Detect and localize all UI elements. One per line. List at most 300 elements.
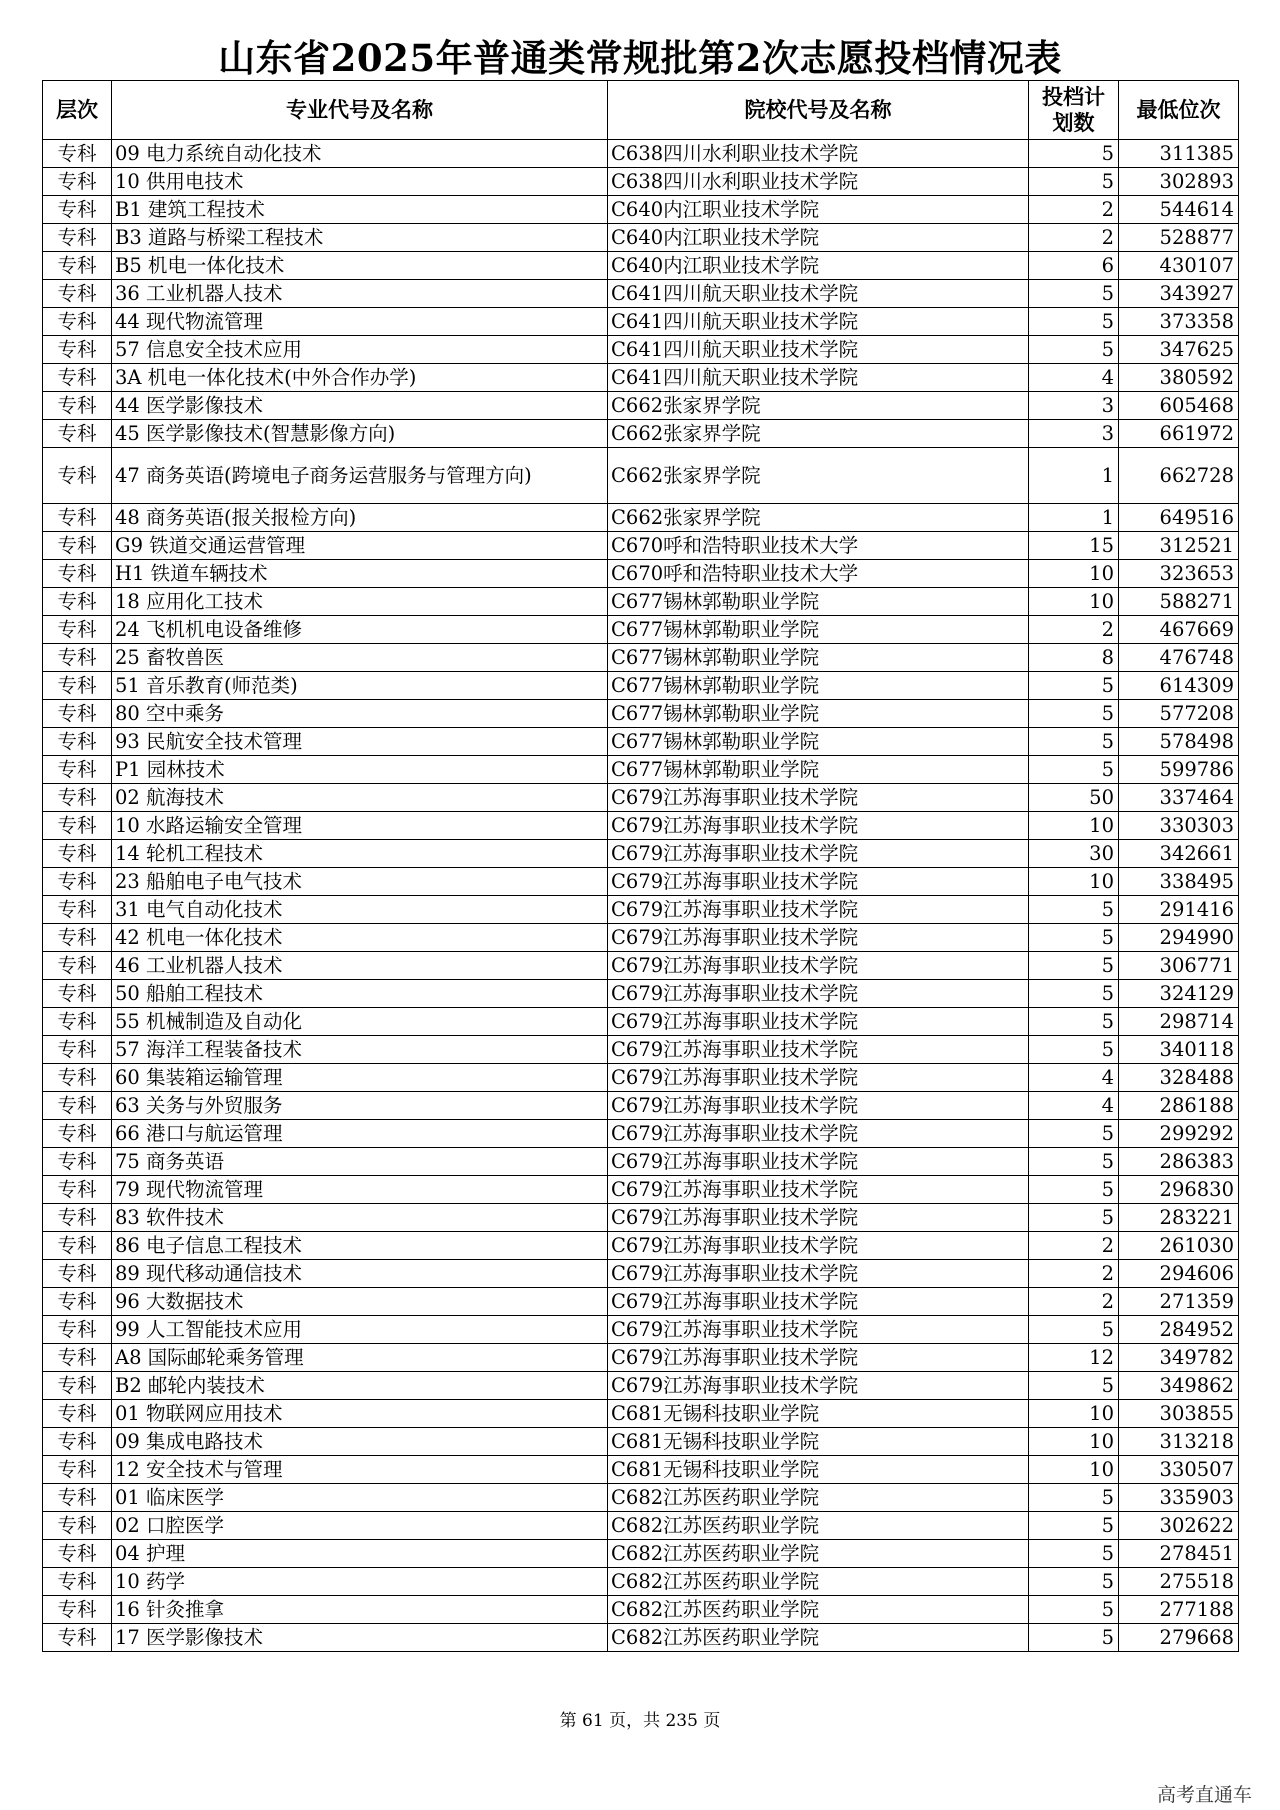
cell-level: 专科	[43, 252, 112, 280]
table-row	[43, 364, 1239, 392]
cell-school: C679江苏海事职业技术学院	[608, 1176, 1029, 1204]
cell-school: C662张家界学院	[608, 448, 1029, 504]
cell-major: 57 信息安全技术应用	[112, 336, 608, 364]
cell-plan: 5	[1029, 700, 1119, 728]
cell-plan: 5	[1029, 1596, 1119, 1624]
table-row	[43, 224, 1239, 252]
page-title: 山东省2025年普通类常规批第2次志愿投档情况表	[218, 36, 1062, 80]
table-row	[43, 1204, 1239, 1232]
cell-level: 专科	[43, 168, 112, 196]
cell-school: C682江苏医药职业学院	[608, 1596, 1029, 1624]
cell-min-rank: 311385	[1119, 140, 1239, 168]
cell-level: 专科	[43, 1260, 112, 1288]
cell-major: 89 现代移动通信技术	[112, 1260, 608, 1288]
table-row	[43, 840, 1239, 868]
cell-plan: 5	[1029, 1568, 1119, 1596]
cell-plan: 5	[1029, 1120, 1119, 1148]
table-row	[43, 1120, 1239, 1148]
cell-min-rank: 303855	[1119, 1400, 1239, 1428]
cell-min-rank: 661972	[1119, 420, 1239, 448]
cell-major: 44 医学影像技术	[112, 392, 608, 420]
cell-level: 专科	[43, 728, 112, 756]
table-row	[43, 924, 1239, 952]
cell-major: 50 船舶工程技术	[112, 980, 608, 1008]
table-row	[43, 896, 1239, 924]
table-row	[43, 1036, 1239, 1064]
cell-school: C682江苏医药职业学院	[608, 1540, 1029, 1568]
cell-level: 专科	[43, 420, 112, 448]
cell-school: C640内江职业技术学院	[608, 224, 1029, 252]
header-major: 专业代号及名称	[112, 81, 608, 140]
cell-plan: 5	[1029, 1148, 1119, 1176]
cell-plan: 2	[1029, 1232, 1119, 1260]
cell-level: 专科	[43, 364, 112, 392]
cell-min-rank: 373358	[1119, 308, 1239, 336]
cell-min-rank: 544614	[1119, 196, 1239, 224]
cell-major: P1 园林技术	[112, 756, 608, 784]
cell-school: C682江苏医药职业学院	[608, 1568, 1029, 1596]
table-row	[43, 1596, 1239, 1624]
cell-plan: 5	[1029, 280, 1119, 308]
table-row	[43, 672, 1239, 700]
cell-school: C638四川水利职业技术学院	[608, 140, 1029, 168]
cell-min-rank: 337464	[1119, 784, 1239, 812]
cell-level: 专科	[43, 952, 112, 980]
cell-major: 09 电力系统自动化技术	[112, 140, 608, 168]
cell-level: 专科	[43, 700, 112, 728]
table-row	[43, 728, 1239, 756]
cell-school: C679江苏海事职业技术学院	[608, 1064, 1029, 1092]
cell-plan: 10	[1029, 560, 1119, 588]
cell-major: 31 电气自动化技术	[112, 896, 608, 924]
cell-min-rank: 323653	[1119, 560, 1239, 588]
cell-level: 专科	[43, 1120, 112, 1148]
header-plan: 投档计划数	[1029, 81, 1119, 140]
cell-school: C679江苏海事职业技术学院	[608, 980, 1029, 1008]
cell-major: B3 道路与桥梁工程技术	[112, 224, 608, 252]
cell-school: C677锡林郭勒职业学院	[608, 700, 1029, 728]
table-row	[43, 252, 1239, 280]
cell-school: C679江苏海事职业技术学院	[608, 868, 1029, 896]
cell-major: 10 水路运输安全管理	[112, 812, 608, 840]
table-row	[43, 1484, 1239, 1512]
cell-min-rank: 279668	[1119, 1624, 1239, 1652]
cell-major: B1 建筑工程技术	[112, 196, 608, 224]
cell-min-rank: 283221	[1119, 1204, 1239, 1232]
cell-school: C679江苏海事职业技术学院	[608, 1120, 1029, 1148]
cell-min-rank: 291416	[1119, 896, 1239, 924]
cell-plan: 12	[1029, 1344, 1119, 1372]
cell-plan: 10	[1029, 1456, 1119, 1484]
cell-min-rank: 330303	[1119, 812, 1239, 840]
cell-plan: 5	[1029, 924, 1119, 952]
cell-plan: 5	[1029, 1484, 1119, 1512]
cell-major: 18 应用化工技术	[112, 588, 608, 616]
cell-level: 专科	[43, 1568, 112, 1596]
table-row	[43, 168, 1239, 196]
cell-min-rank: 380592	[1119, 364, 1239, 392]
cell-school: C679江苏海事职业技术学院	[608, 952, 1029, 980]
cell-major: 42 机电一体化技术	[112, 924, 608, 952]
cell-plan: 2	[1029, 224, 1119, 252]
cell-major: 02 口腔医学	[112, 1512, 608, 1540]
cell-plan: 30	[1029, 840, 1119, 868]
cell-plan: 2	[1029, 1288, 1119, 1316]
cell-major: A8 国际邮轮乘务管理	[112, 1344, 608, 1372]
cell-min-rank: 335903	[1119, 1484, 1239, 1512]
cell-min-rank: 338495	[1119, 868, 1239, 896]
cell-major: 01 临床医学	[112, 1484, 608, 1512]
cell-min-rank: 324129	[1119, 980, 1239, 1008]
cell-level: 专科	[43, 1596, 112, 1624]
cell-school: C679江苏海事职业技术学院	[608, 784, 1029, 812]
cell-min-rank: 343927	[1119, 280, 1239, 308]
table-body	[43, 140, 1239, 1652]
cell-min-rank: 275518	[1119, 1568, 1239, 1596]
cell-major: 10 药学	[112, 1568, 608, 1596]
cell-plan: 2	[1029, 196, 1119, 224]
cell-min-rank: 467669	[1119, 616, 1239, 644]
page-footer: 第 61 页，共 235 页	[559, 1711, 721, 1731]
cell-level: 专科	[43, 1204, 112, 1232]
cell-plan: 5	[1029, 1540, 1119, 1568]
cell-level: 专科	[43, 784, 112, 812]
cell-major: 57 海洋工程装备技术	[112, 1036, 608, 1064]
cell-level: 专科	[43, 616, 112, 644]
cell-min-rank: 328488	[1119, 1064, 1239, 1092]
cell-plan: 10	[1029, 812, 1119, 840]
cell-major: 93 民航安全技术管理	[112, 728, 608, 756]
cell-major: 01 物联网应用技术	[112, 1400, 608, 1428]
cell-min-rank: 302622	[1119, 1512, 1239, 1540]
cell-min-rank: 261030	[1119, 1232, 1239, 1260]
cell-plan: 5	[1029, 1512, 1119, 1540]
cell-level: 专科	[43, 1036, 112, 1064]
cell-major: B2 邮轮内装技术	[112, 1372, 608, 1400]
cell-min-rank: 271359	[1119, 1288, 1239, 1316]
cell-min-rank: 528877	[1119, 224, 1239, 252]
cell-level: 专科	[43, 588, 112, 616]
cell-level: 专科	[43, 1372, 112, 1400]
cell-school: C670呼和浩特职业技术大学	[608, 532, 1029, 560]
table-row	[43, 1232, 1239, 1260]
cell-min-rank: 349782	[1119, 1344, 1239, 1372]
cell-school: C679江苏海事职业技术学院	[608, 1344, 1029, 1372]
cell-plan: 10	[1029, 1400, 1119, 1428]
cell-min-rank: 298714	[1119, 1008, 1239, 1036]
cell-level: 专科	[43, 896, 112, 924]
cell-school: C677锡林郭勒职业学院	[608, 588, 1029, 616]
cell-school: C679江苏海事职业技术学院	[608, 1148, 1029, 1176]
watermark: 高考直通车	[1156, 1784, 1252, 1806]
cell-plan: 1	[1029, 448, 1119, 504]
cell-major: 79 现代物流管理	[112, 1176, 608, 1204]
cell-min-rank: 330507	[1119, 1456, 1239, 1484]
cell-level: 专科	[43, 1344, 112, 1372]
cell-major: 16 针灸推拿	[112, 1596, 608, 1624]
cell-level: 专科	[43, 1148, 112, 1176]
cell-level: 专科	[43, 1456, 112, 1484]
cell-level: 专科	[43, 1624, 112, 1652]
table-row	[43, 280, 1239, 308]
cell-level: 专科	[43, 336, 112, 364]
cell-school: C640内江职业技术学院	[608, 252, 1029, 280]
cell-plan: 10	[1029, 868, 1119, 896]
cell-level: 专科	[43, 1512, 112, 1540]
cell-plan: 5	[1029, 1036, 1119, 1064]
table-row	[43, 504, 1239, 532]
cell-school: C679江苏海事职业技术学院	[608, 896, 1029, 924]
table-row	[43, 1316, 1239, 1344]
cell-major: 45 医学影像技术(智慧影像方向)	[112, 420, 608, 448]
table-row	[43, 1008, 1239, 1036]
cell-min-rank: 347625	[1119, 336, 1239, 364]
cell-school: C641四川航天职业技术学院	[608, 336, 1029, 364]
cell-major: 75 商务英语	[112, 1148, 608, 1176]
cell-level: 专科	[43, 1428, 112, 1456]
cell-school: C640内江职业技术学院	[608, 196, 1029, 224]
cell-min-rank: 277188	[1119, 1596, 1239, 1624]
cell-school: C677锡林郭勒职业学院	[608, 672, 1029, 700]
cell-major: G9 铁道交通运营管理	[112, 532, 608, 560]
table-row	[43, 308, 1239, 336]
table-row	[43, 1092, 1239, 1120]
cell-major: 99 人工智能技术应用	[112, 1316, 608, 1344]
cell-school: C679江苏海事职业技术学院	[608, 1316, 1029, 1344]
cell-level: 专科	[43, 1288, 112, 1316]
cell-level: 专科	[43, 1400, 112, 1428]
cell-plan: 15	[1029, 532, 1119, 560]
cell-min-rank: 430107	[1119, 252, 1239, 280]
cell-school: C677锡林郭勒职业学院	[608, 756, 1029, 784]
cell-level: 专科	[43, 196, 112, 224]
cell-major: 14 轮机工程技术	[112, 840, 608, 868]
cell-major: 25 畜牧兽医	[112, 644, 608, 672]
cell-school: C677锡林郭勒职业学院	[608, 728, 1029, 756]
cell-major: 36 工业机器人技术	[112, 280, 608, 308]
cell-min-rank: 605468	[1119, 392, 1239, 420]
cell-plan: 10	[1029, 1428, 1119, 1456]
cell-major: 66 港口与航运管理	[112, 1120, 608, 1148]
cell-school: C681无锡科技职业学院	[608, 1428, 1029, 1456]
table-row	[43, 420, 1239, 448]
cell-plan: 3	[1029, 420, 1119, 448]
cell-plan: 5	[1029, 1372, 1119, 1400]
cell-major: 12 安全技术与管理	[112, 1456, 608, 1484]
cell-min-rank: 342661	[1119, 840, 1239, 868]
cell-school: C641四川航天职业技术学院	[608, 280, 1029, 308]
table-row	[43, 1288, 1239, 1316]
cell-min-rank: 313218	[1119, 1428, 1239, 1456]
cell-level: 专科	[43, 1008, 112, 1036]
table-row	[43, 532, 1239, 560]
cell-major: 44 现代物流管理	[112, 308, 608, 336]
cell-level: 专科	[43, 980, 112, 1008]
cell-major: 51 音乐教育(师范类)	[112, 672, 608, 700]
cell-min-rank: 294990	[1119, 924, 1239, 952]
cell-min-rank: 294606	[1119, 1260, 1239, 1288]
cell-school: C679江苏海事职业技术学院	[608, 1288, 1029, 1316]
table-row	[43, 560, 1239, 588]
cell-min-rank: 578498	[1119, 728, 1239, 756]
header-school: 院校代号及名称	[608, 81, 1029, 140]
table-row	[43, 1624, 1239, 1652]
cell-school: C638四川水利职业技术学院	[608, 168, 1029, 196]
cell-school: C682江苏医药职业学院	[608, 1512, 1029, 1540]
cell-level: 专科	[43, 868, 112, 896]
cell-school: C679江苏海事职业技术学院	[608, 840, 1029, 868]
cell-min-rank: 588271	[1119, 588, 1239, 616]
cell-level: 专科	[43, 504, 112, 532]
cell-school: C662张家界学院	[608, 504, 1029, 532]
cell-plan: 2	[1029, 616, 1119, 644]
cell-min-rank: 296830	[1119, 1176, 1239, 1204]
cell-school: C682江苏医药职业学院	[608, 1484, 1029, 1512]
cell-plan: 5	[1029, 1624, 1119, 1652]
cell-min-rank: 476748	[1119, 644, 1239, 672]
cell-plan: 5	[1029, 308, 1119, 336]
cell-plan: 2	[1029, 1260, 1119, 1288]
table-row	[43, 1260, 1239, 1288]
cell-major: 04 护理	[112, 1540, 608, 1568]
table-row	[43, 644, 1239, 672]
cell-major: H1 铁道车辆技术	[112, 560, 608, 588]
cell-major: 86 电子信息工程技术	[112, 1232, 608, 1260]
cell-level: 专科	[43, 644, 112, 672]
table-header-row	[43, 81, 1239, 140]
cell-major: B5 机电一体化技术	[112, 252, 608, 280]
cell-min-rank: 649516	[1119, 504, 1239, 532]
cell-school: C679江苏海事职业技术学院	[608, 812, 1029, 840]
cell-school: C662张家界学院	[608, 392, 1029, 420]
cell-school: C679江苏海事职业技术学院	[608, 924, 1029, 952]
cell-plan: 5	[1029, 336, 1119, 364]
cell-min-rank: 662728	[1119, 448, 1239, 504]
cell-level: 专科	[43, 532, 112, 560]
cell-plan: 5	[1029, 672, 1119, 700]
table-row	[43, 140, 1239, 168]
cell-major: 47 商务英语(跨境电子商务运营服务与管理方向)	[112, 448, 608, 504]
table-row	[43, 392, 1239, 420]
cell-plan: 5	[1029, 1008, 1119, 1036]
cell-min-rank: 614309	[1119, 672, 1239, 700]
cell-min-rank: 278451	[1119, 1540, 1239, 1568]
cell-major: 80 空中乘务	[112, 700, 608, 728]
cell-plan: 5	[1029, 756, 1119, 784]
cell-min-rank: 299292	[1119, 1120, 1239, 1148]
cell-plan: 5	[1029, 896, 1119, 924]
cell-plan: 5	[1029, 1316, 1119, 1344]
table-row	[43, 756, 1239, 784]
cell-school: C679江苏海事职业技术学院	[608, 1092, 1029, 1120]
cell-school: C679江苏海事职业技术学院	[608, 1008, 1029, 1036]
cell-major: 83 软件技术	[112, 1204, 608, 1232]
table-row	[43, 1064, 1239, 1092]
table-row	[43, 1568, 1239, 1596]
cell-school: C679江苏海事职业技术学院	[608, 1232, 1029, 1260]
cell-school: C677锡林郭勒职业学院	[608, 644, 1029, 672]
cell-min-rank: 306771	[1119, 952, 1239, 980]
cell-level: 专科	[43, 924, 112, 952]
cell-level: 专科	[43, 756, 112, 784]
table-row	[43, 1428, 1239, 1456]
cell-level: 专科	[43, 280, 112, 308]
cell-major: 09 集成电路技术	[112, 1428, 608, 1456]
table-row	[43, 868, 1239, 896]
cell-plan: 4	[1029, 1064, 1119, 1092]
table-row	[43, 196, 1239, 224]
cell-major: 96 大数据技术	[112, 1288, 608, 1316]
cell-major: 3A 机电一体化技术(中外合作办学)	[112, 364, 608, 392]
cell-level: 专科	[43, 308, 112, 336]
table-row	[43, 1176, 1239, 1204]
cell-plan: 5	[1029, 952, 1119, 980]
cell-min-rank: 284952	[1119, 1316, 1239, 1344]
cell-plan: 8	[1029, 644, 1119, 672]
admission-table	[42, 80, 1239, 1652]
cell-plan: 5	[1029, 1204, 1119, 1232]
table-row	[43, 812, 1239, 840]
table-row	[43, 1512, 1239, 1540]
table-row	[43, 1344, 1239, 1372]
table-row	[43, 336, 1239, 364]
cell-level: 专科	[43, 1316, 112, 1344]
cell-level: 专科	[43, 1092, 112, 1120]
cell-level: 专科	[43, 392, 112, 420]
cell-school: C679江苏海事职业技术学院	[608, 1260, 1029, 1288]
cell-min-rank: 599786	[1119, 756, 1239, 784]
cell-plan: 3	[1029, 392, 1119, 420]
cell-plan: 10	[1029, 588, 1119, 616]
cell-school: C679江苏海事职业技术学院	[608, 1036, 1029, 1064]
cell-major: 17 医学影像技术	[112, 1624, 608, 1652]
cell-plan: 5	[1029, 1176, 1119, 1204]
cell-level: 专科	[43, 1540, 112, 1568]
cell-plan: 4	[1029, 1092, 1119, 1120]
cell-major: 23 船舶电子电气技术	[112, 868, 608, 896]
cell-plan: 1	[1029, 504, 1119, 532]
cell-min-rank: 577208	[1119, 700, 1239, 728]
table-row	[43, 1540, 1239, 1568]
cell-level: 专科	[43, 672, 112, 700]
cell-level: 专科	[43, 560, 112, 588]
cell-major: 24 飞机机电设备维修	[112, 616, 608, 644]
table-row	[43, 1372, 1239, 1400]
cell-major: 60 集装箱运输管理	[112, 1064, 608, 1092]
table-row	[43, 980, 1239, 1008]
header-min-rank: 最低位次	[1119, 81, 1239, 140]
cell-min-rank: 286383	[1119, 1148, 1239, 1176]
header-level: 层次	[43, 81, 112, 140]
table-row	[43, 700, 1239, 728]
cell-major: 46 工业机器人技术	[112, 952, 608, 980]
cell-plan: 6	[1029, 252, 1119, 280]
table-row	[43, 588, 1239, 616]
cell-plan: 4	[1029, 364, 1119, 392]
cell-major: 48 商务英语(报关报检方向)	[112, 504, 608, 532]
cell-min-rank: 302893	[1119, 168, 1239, 196]
cell-plan: 50	[1029, 784, 1119, 812]
cell-level: 专科	[43, 1484, 112, 1512]
table-row	[43, 1400, 1239, 1428]
cell-level: 专科	[43, 1232, 112, 1260]
table-row	[43, 952, 1239, 980]
cell-plan: 5	[1029, 168, 1119, 196]
cell-min-rank: 286188	[1119, 1092, 1239, 1120]
cell-school: C682江苏医药职业学院	[608, 1624, 1029, 1652]
cell-school: C641四川航天职业技术学院	[608, 364, 1029, 392]
table-row	[43, 1148, 1239, 1176]
